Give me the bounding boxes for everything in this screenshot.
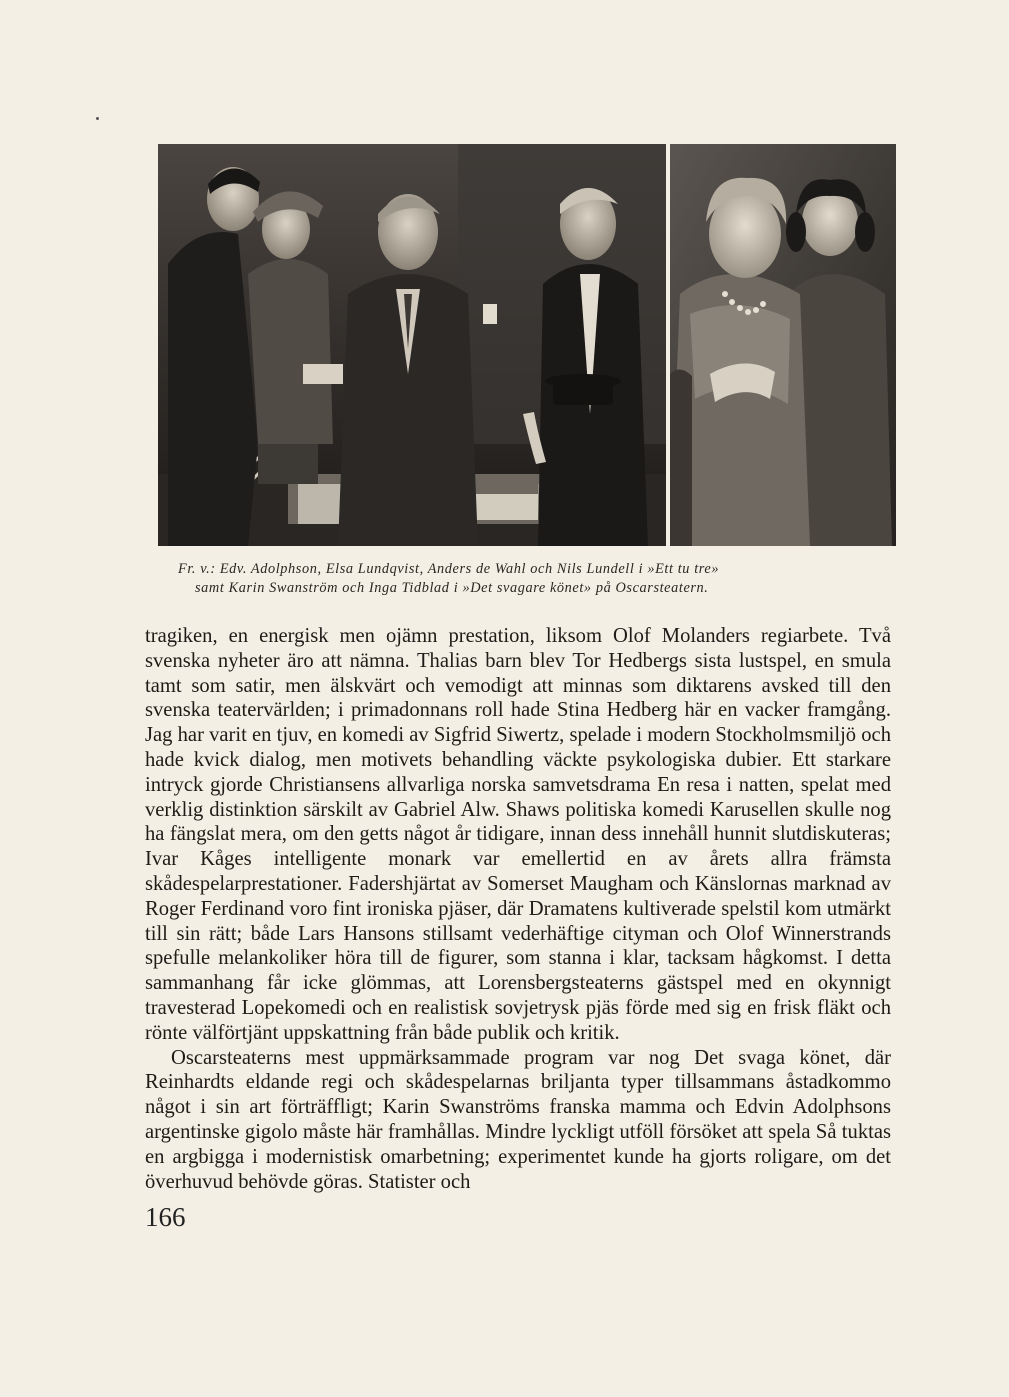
photo-caption	[178, 560, 898, 598]
ensemble-scene-illustration	[158, 144, 666, 546]
two-actresses-photo	[670, 144, 896, 546]
body-paragraph-1: tragiken, en energisk men ojämn prestation, liksom Olof Molanders regiarbete. Två svenska nyheter äro att nämna. Thalias barn blev Tor Hedbergs sista lustspel, en smula tamt som satir, men älskvärt och vemodigt att minnas som diktarens avsked till den svenska teatervärlden; i primadonnans roll hade Stina Hedberg här en vacker framgång. Jag har varit en tjuv, en komedi av Sigfrid Siwertz, spelade i modern Stockholmsmiljö och hade kvick dialog, men motivets behandling väckte psykologiska dubier. Ett starkare intryck gjorde Christiansens allvarliga norska samvetsdrama En resa i natten, spelat med verklig distinktion särskilt av Gabriel Alw. Shaws politiska komedi Karusellen skulle nog ha fängslat mera, om den getts något år tidigare, innan dess innehåll hunnit slutdiskuteras; Ivar Kåges intelligente monark var emellertid en av årets allra främsta skådespelarprestationer. Fadershjärtat av Somerset Maugham och Känslornas marknad av Roger Ferdinand voro fint ironiska pjäser, där Dramatens kultiverade spelstil kom utmärkt till sin rätt; både Lars Hansons stillsamt vederhäftige cityman och Olof Winnerstrands spefulle melankoliker höra till de figurer, som stanna i klar, tacksam hågkomst. I detta sammanhang får icke glömmas, att Lorensbergsteaterns gästspel med en okynnigt travesterad Lopekomedi och en realistisk sovjetrysk pjäs förde med sig en frisk fläkt och rönte välförtjänt uppskattning från både publik och kritik.	[145, 625, 891, 1044]
stray-mark	[96, 117, 99, 120]
caption-line-1: Fr. v.: Edv. Adolphson, Elsa Lundqvist, Anders de Wahl och Nils Lundell i »Ett tu tre»	[178, 561, 720, 577]
ensemble-scene-photo	[158, 144, 666, 546]
caption-line-2: samt Karin Swanström och Inga Tidblad i »Det svagare könet» på Oscarsteatern.	[195, 580, 709, 596]
two-actresses-illustration	[670, 144, 896, 546]
photo-strip	[158, 144, 896, 546]
page-number: 166	[145, 1202, 186, 1232]
article-body	[145, 624, 891, 1194]
body-paragraph-2: Oscarsteaterns mest uppmärksammade program var nog Det svaga könet, där Reinhardts eldande regi och skådespelarnas briljanta typer tillsammans åstadkommo något i sin art förträffligt; Karin Swanströms franska mamma och Edvin Adolphsons argentinske gigolo måste här framhållas. Mindre lyckligt utföll försöket att spela Så tuktas en argbigga i modernistisk omarbetning; experimentet kunde ha gjorts roligare, om det överhuvud behövde göras. Statister och	[145, 1046, 891, 1193]
